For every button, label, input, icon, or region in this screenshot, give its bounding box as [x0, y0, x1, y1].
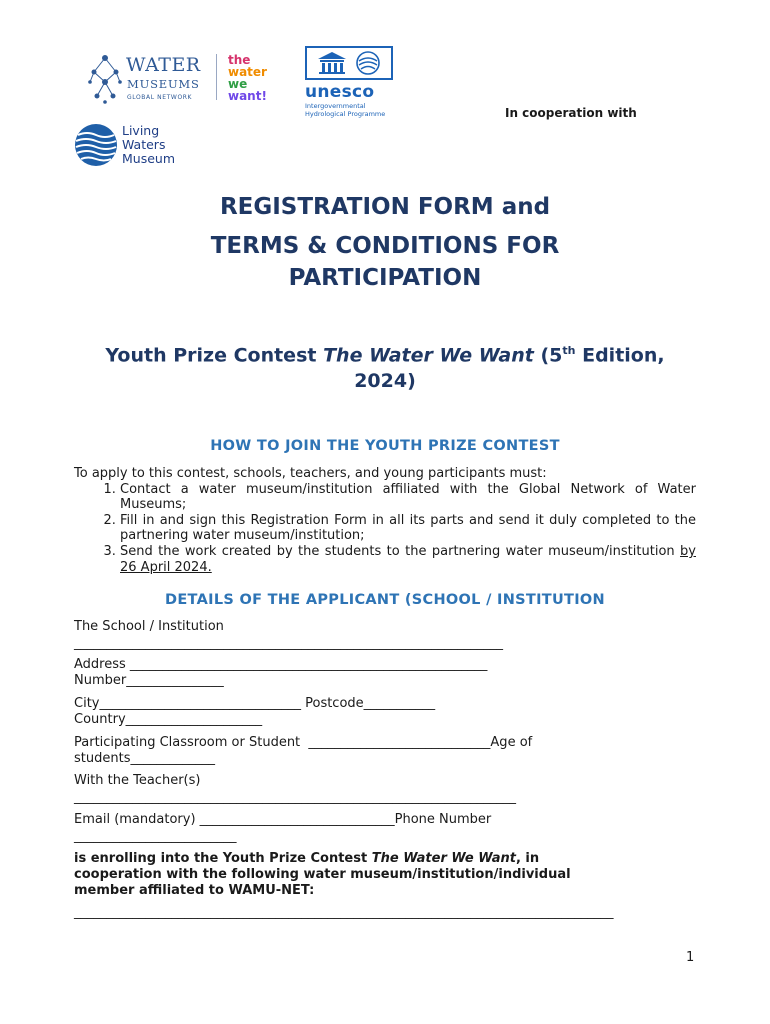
enrolling-text: member affiliated to WAMU-NET:	[74, 883, 315, 898]
logo-text: MUSEUMS	[127, 77, 200, 91]
logo-word: Living	[122, 123, 160, 138]
school-label: The School / Institution	[74, 619, 224, 634]
museum-field[interactable]: ___________________________________________________________________________________	[74, 905, 614, 920]
list-item: 1. Contact a water museum/institution affiliated with the Global Network of Water Museums;	[120, 482, 696, 513]
details-heading: DETAILS OF THE APPLICANT (SCHOOL / INSTITUTION	[165, 592, 605, 608]
step-text: Send the work created by the students to the partnering water museum/institution	[120, 543, 681, 559]
temple-icon	[317, 51, 347, 75]
subtitle-text: Edition,	[575, 344, 665, 367]
water-museums-logo	[88, 50, 223, 108]
email-phone-field[interactable]: Email (mandatory) ______________________________Phone Number	[74, 812, 492, 827]
teacher-field[interactable]: ____________________________________________________________________	[74, 790, 516, 805]
phone-field[interactable]: _________________________	[74, 829, 237, 844]
contest-subtitle	[70, 338, 700, 394]
waves-globe-icon	[73, 123, 119, 167]
unesco-logo	[305, 46, 393, 118]
number-field[interactable]: Number_______________	[74, 673, 224, 688]
enrolling-italic: The Water We Want	[371, 851, 516, 866]
students-field[interactable]: students_____________	[74, 751, 215, 766]
logo-text: GLOBAL NETWORK	[127, 94, 193, 101]
list-item: 2. Fill in and sign this Registration Form in all its parts and send it duly completed to the partnering water museum/institution;	[120, 513, 696, 544]
how-to-join-section	[74, 466, 696, 575]
city-postcode-field[interactable]: City_______________________________ Postcode___________	[74, 696, 436, 711]
page-number: 1	[686, 950, 695, 965]
steps-list	[74, 482, 696, 576]
subtitle-text: 2024)	[354, 370, 416, 393]
logo-word: we	[228, 77, 248, 91]
subtitle-italic: The Water We Want	[323, 344, 534, 367]
enrolling-part: is enrolling into the Youth Prize Contest	[74, 851, 372, 866]
deadline-text: by 26 April 2024.	[120, 543, 696, 575]
enrolling-text	[74, 851, 539, 867]
school-field[interactable]: __________________________________________________________________	[74, 636, 503, 651]
logo-word: water	[228, 65, 267, 79]
subtitle-text: (5	[533, 344, 563, 367]
unesco-emblem	[305, 46, 393, 80]
intro-text: To apply to this contest, schools, teachers, and young participants must:	[74, 466, 547, 481]
unesco-subtitle: Hydrological Programme	[305, 110, 386, 118]
living-waters-text	[122, 124, 175, 166]
enrolling-text: cooperation with the following water museum/institution/individual	[74, 867, 571, 882]
page-title: PARTICIPATION	[288, 265, 482, 291]
the-water-we-want-logo	[228, 54, 267, 102]
cooperation-label: In cooperation with	[505, 106, 637, 120]
living-waters-logo	[73, 123, 119, 171]
logo-word: the	[228, 53, 251, 67]
logo-word: Waters	[122, 137, 166, 152]
country-field[interactable]: Country_____________________	[74, 712, 263, 727]
enrolling-part: , in	[515, 851, 540, 866]
hydrology-globe-icon	[355, 50, 381, 76]
teacher-label: With the Teacher(s)	[74, 773, 201, 788]
page-title: REGISTRATION FORM and	[219, 194, 551, 220]
unesco-wordmark: unesco	[305, 82, 375, 102]
subtitle-text: Youth Prize Contest	[105, 344, 324, 367]
list-item	[120, 544, 696, 575]
logo-word: Museum	[122, 151, 176, 166]
unesco-subtitle: Intergovernmental	[305, 102, 366, 110]
classroom-field[interactable]: Participating Classroom or Student ____________________________Age of	[74, 735, 533, 750]
logo-text: WATER	[126, 54, 201, 76]
page-title: TERMS & CONDITIONS FOR	[210, 233, 560, 259]
logo-divider	[216, 54, 217, 100]
water-network-icon	[88, 52, 122, 106]
address-field[interactable]: Address _______________________________________________________	[74, 657, 488, 672]
logo-word: want!	[228, 89, 267, 103]
subtitle-sup: th	[562, 344, 576, 357]
how-to-join-heading: HOW TO JOIN THE YOUTH PRIZE CONTEST	[210, 438, 560, 454]
